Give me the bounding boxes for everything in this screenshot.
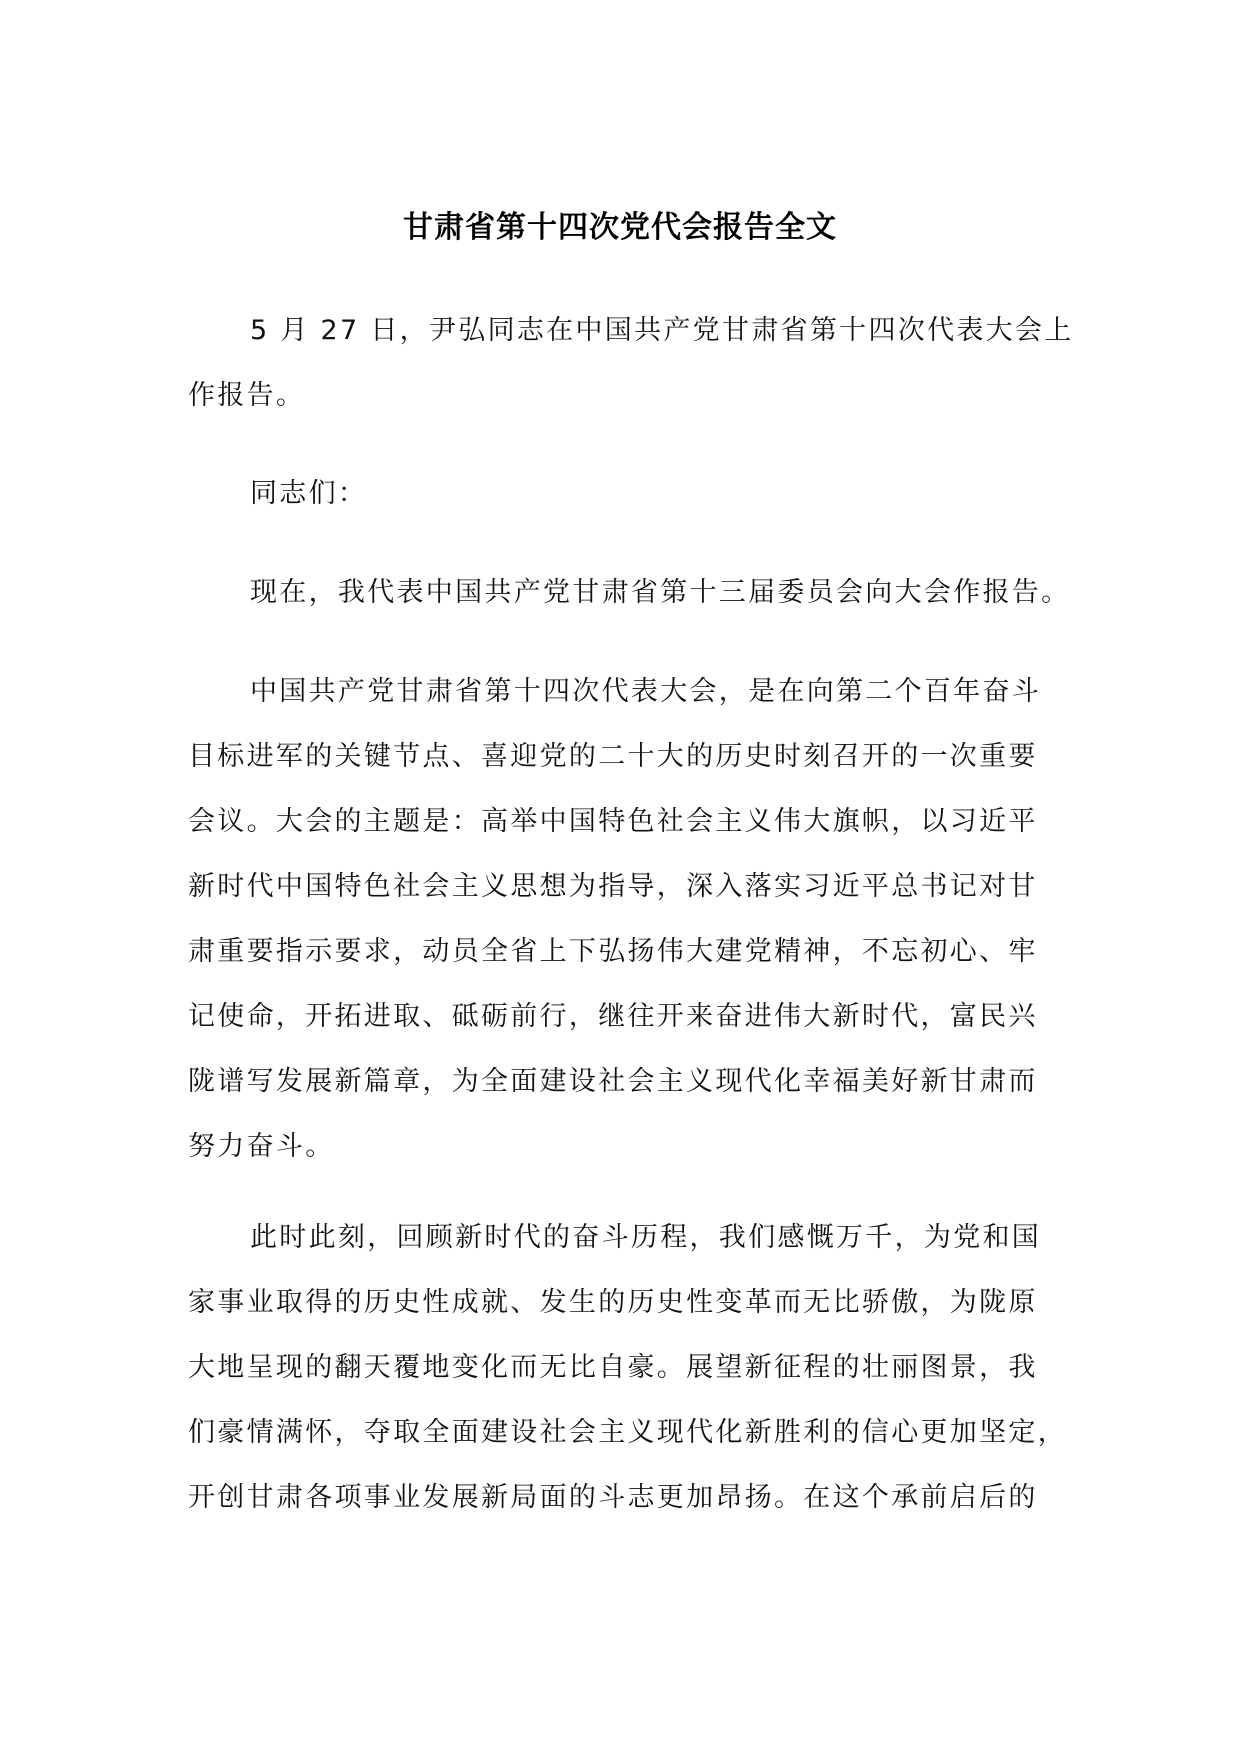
paragraph-line: 新时代中国特色社会主义思想为指导，深入落实习近平总书记对甘 (188, 871, 1038, 902)
paragraph-line: 目标进军的关键节点、喜迎党的二十大的历史时刻召开的一次重要 (188, 741, 1038, 772)
paragraph-line: 大地呈现的翻天覆地变化而无比自豪。展望新征程的壮丽图景，我 (188, 1352, 1038, 1383)
paragraph-line: 开创甘肃各项事业发展新局面的斗志更加昂扬。在这个承前启后的 (188, 1482, 1038, 1513)
paragraph-line: 现在，我代表中国共产党甘肃省第十三届委员会向大会作报告。 (250, 577, 1071, 608)
paragraph-line: 陇谱写发展新篇章，为全面建设社会主义现代化幸福美好新甘肃而 (188, 1066, 1038, 1097)
paragraph-line: 家事业取得的历史性成就、发生的历史性变革而无比骄傲，为陇原 (188, 1287, 1038, 1318)
paragraph-opening (188, 560, 1071, 625)
document-title: 甘肃省第十四次党代会报告全文 (403, 210, 837, 245)
paragraph-line: 作报告。 (188, 380, 306, 411)
paragraph-line: 努力奋斗。 (188, 1131, 335, 1162)
paragraph-line: 此时此刻，回顾新时代的奋斗历程，我们感慨万千，为党和国 (250, 1222, 1042, 1253)
paragraph-salutation (188, 461, 1068, 526)
paragraph-line: 记使命，开拓进取、砥砺前行，继往开来奋进伟大新时代，富民兴 (188, 1001, 1038, 1032)
paragraph-congress-theme (188, 659, 1068, 1179)
paragraph-line: 中国共产党甘肃省第十四次代表大会，是在向第二个百年奋斗 (250, 676, 1042, 707)
paragraph-line: 肃重要指示要求，动员全省上下弘扬伟大建党精神，不忘初心、牢 (188, 936, 1038, 967)
paragraph-line: 们豪情满怀，夺取全面建设社会主义现代化新胜利的信心更加坚定， (188, 1417, 1067, 1448)
paragraph-line: 会议。大会的主题是：高举中国特色社会主义伟大旗帜，以习近平 (188, 806, 1038, 837)
paragraph-line: 5 月 27 日，尹弘同志在中国共产党甘肃省第十四次代表大会上 (250, 315, 1074, 346)
paragraph-report-date (188, 298, 1074, 428)
paragraph-line: 同志们： (250, 478, 368, 509)
paragraph-reflection (188, 1205, 1068, 1530)
